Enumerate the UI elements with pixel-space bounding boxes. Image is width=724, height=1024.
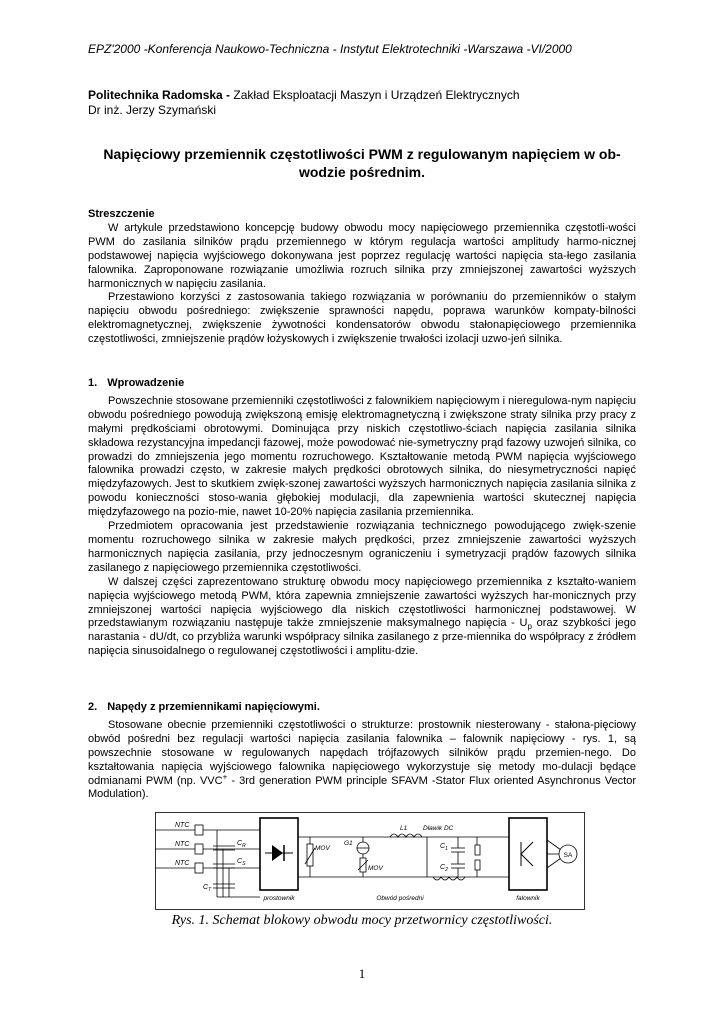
section-drives	[88, 701, 636, 802]
mov-label-1: MOV	[315, 845, 330, 852]
inductor-l1-label: L1	[400, 825, 408, 832]
g1-label: G1	[344, 840, 353, 847]
figure-caption: Rys. 1. Schemat blokowy obwodu mocy przetwornicy częstotliwości.	[171, 913, 553, 928]
cap-c2-label: $C_2$	[440, 864, 448, 873]
section-1-paragraph-2: Przedmiotem opracowania jest przedstawienie rozwiązania technicznego powodującego zwięk-szenie momentu rozruchowego silnika w zakresie małych prędkości, przez zmniejszenie zawartości wyższych harmonicznych napięcia zasilania, przy jednoczesnym ograniczeniu i symetryzacji prądów fazowych silnika zasilanego z napięciowego przemiennika częstotliwości.	[88, 520, 636, 574]
cap-c1-label: $C_1$	[440, 843, 448, 852]
section-2-heading	[88, 701, 636, 715]
section-1-title: Wprowadzenie	[107, 377, 185, 389]
motor-connection	[547, 840, 577, 868]
abstract-paragraph-2: Przestawiono korzyści z zastosowania takiego rozwiązania w porównaniu do przemienników o stałym napięciu obwodu pośredniego: zwiększenie sprawności napędu, poprawa warunków kompaty-bilności elektromagnetycznej, zwiększenie żywotności kondensatorów obwodu stałonapięciowego przemiennika częstotliwości, zmniejszenie prądów łożyskowych i zwiększenie trwałości izolacji uzwo-jeń silnika.	[88, 291, 636, 346]
dc-choke-label: Dławik DC	[423, 825, 454, 832]
ntc-label-1: NTC	[175, 822, 190, 829]
abstract-paragraph-1: W artykule przedstawiono koncepcję budowy obwodu mocy napięciowego przemiennika częstotli-wości PWM do zasilania silników prądu przemiennego w którym regulacja wartości amplitudy harmo-nicznej podstawowej napięcia wyjściowego dokonywana jest poprzez regulację wartości napięcia sta-łego zasilania falownika. Zaproponowane rozwiązanie umożliwia rozruch silnika przy zmniejszonej zawartości wyższych harmonicznych w napięciu zasilania.	[88, 221, 636, 290]
page-number: 1	[358, 966, 366, 981]
section-1-number: 1.	[88, 377, 98, 389]
conference-header: EPZ'2000 -Konferencja Naukowo-Techniczna - Instytut Elektrotechniki -Warszawa -VI/2000	[88, 42, 572, 56]
paper-title: Napięciowy przemiennik częstotliwości PWM z regulowanym napięciem w ob-wodzie pośrednim.	[103, 146, 621, 180]
section-1-p3-part-b: oraz szybkości jego narastania - dU/dt, co przybliża warunki współpracy silnika zasilanego z prze-miennika do współpracy z źródłem napięcia sinusoidalnego o regulowanej częstotliwości i amplitu-dzie.	[88, 617, 636, 658]
mov-label-2: MOV	[368, 865, 383, 872]
ntc-label-3: NTC	[175, 860, 190, 867]
section-1-heading	[88, 377, 636, 391]
department: Zakład Eksploatacji Maszyn i Urządzeń Elektrycznych	[230, 88, 520, 102]
inverter-label: falownik	[516, 895, 540, 902]
section-1-p3-subscript: p	[527, 622, 532, 632]
section-1-p3-part-a: W dalszej części zaprezentowano strukturę obwodu mocy napięciowego przemiennika z kształto-waniem napięcia wyjściowego metodą PWM, która zapewnia zmniejszenie zawartości wyższych har-monicznych przy zmniejszonej wartości napięcia wyjściowego dla niskich częstotliwości harmonicznej podstawowej. W przedstawianym rozwiązaniu następuje także zmniejszenie maksymalnego napięcia - U	[88, 575, 636, 630]
abstract-section	[88, 208, 636, 347]
rectifier-block	[260, 818, 298, 890]
section-1-paragraph-3	[88, 576, 636, 659]
ntc-label-2: NTC	[175, 841, 190, 848]
section-2-title: Napędy z przemiennikami napięciowymi.	[107, 701, 320, 713]
cap-cr-label: $C_R$	[237, 840, 246, 849]
dc-link	[298, 834, 509, 880]
author: Dr inż. Jerzy Szymański	[88, 103, 217, 117]
section-1-paragraph-1: Powszechnie stosowane przemienniki częstotliwości z falownikiem napięciowym i nieregulowa-nym napięciu obwodu pośredniego powodują zwiększoną emisję elektromagnetyczną i zwiększone straty silnika przy pracy z małymi prędkościami obrotowymi. Dominująca przy niskich częstotliwo-ściach napięcia zasilania silnika składowa rezystancyjna impedancji fazowej, może powodować nie-symetryczny prąd fazowy uzwojeń silnika, co prowadzi do zmniejszenia jego momentu rozruchowego. Kształtowanie metodą PWM napięcia wyjściowego falownika prowadzi często, w zakresie małych prędkości obrotowych silnika, do niesymetryczności napięć międzyfazowych. Jest to skutkiem zwięk-szonej zawartości wyższych harmonicznych napięcia zasilania silnika z powodu konieczności stoso-wania głębokiej modulacji, dla zapewnienia wartości skutecznej napięcia międzyfazowego na pozio-mie, nawet 10-20% napięcia zasilania przemiennika.	[88, 394, 636, 519]
rectifier-label: prostownik	[263, 895, 295, 902]
section-2-p1-part-b: - 3rd generation PWM principle SFAVM -Stator Flux oriented Asynchronus Vector Modulation).	[88, 774, 636, 801]
inverter-block	[509, 818, 547, 890]
section-2-paragraph-1	[88, 719, 636, 802]
section-introduction	[88, 377, 636, 659]
affiliation-line	[88, 88, 520, 103]
section-2-number: 2.	[88, 701, 98, 713]
institution: Politechnika Radomska -	[88, 88, 231, 102]
affiliation-block	[88, 88, 520, 118]
cap-cs-label: $C_S$	[237, 858, 246, 867]
abstract-heading: Streszczenie	[88, 208, 155, 220]
section-2-p1-superscript: +	[222, 771, 228, 781]
dc-link-label: Obwód pośredni	[376, 895, 424, 902]
cap-ct-label: $C_T$	[203, 884, 212, 893]
section-2-p1-part-a: Stosowane obecnie przemienniki częstotliwości o strukturze: prostownik niesterowany - stałona-pięciowy obwód pośredni bez regulacji wartości napięcia zasilania falownika – falownik napięciowy - rys. 1, są powszechnie stosowane w regulowanych napędach trójfazowych silników prądu przemien-nego. Do kształtowania napięcia wyjściowego falownika napięciowego wykorzystuje się metody mo-dulacji będące odmianami PWM (np. VVC	[88, 718, 636, 787]
motor-label: SA	[563, 852, 573, 859]
circuit-diagram	[155, 812, 585, 910]
